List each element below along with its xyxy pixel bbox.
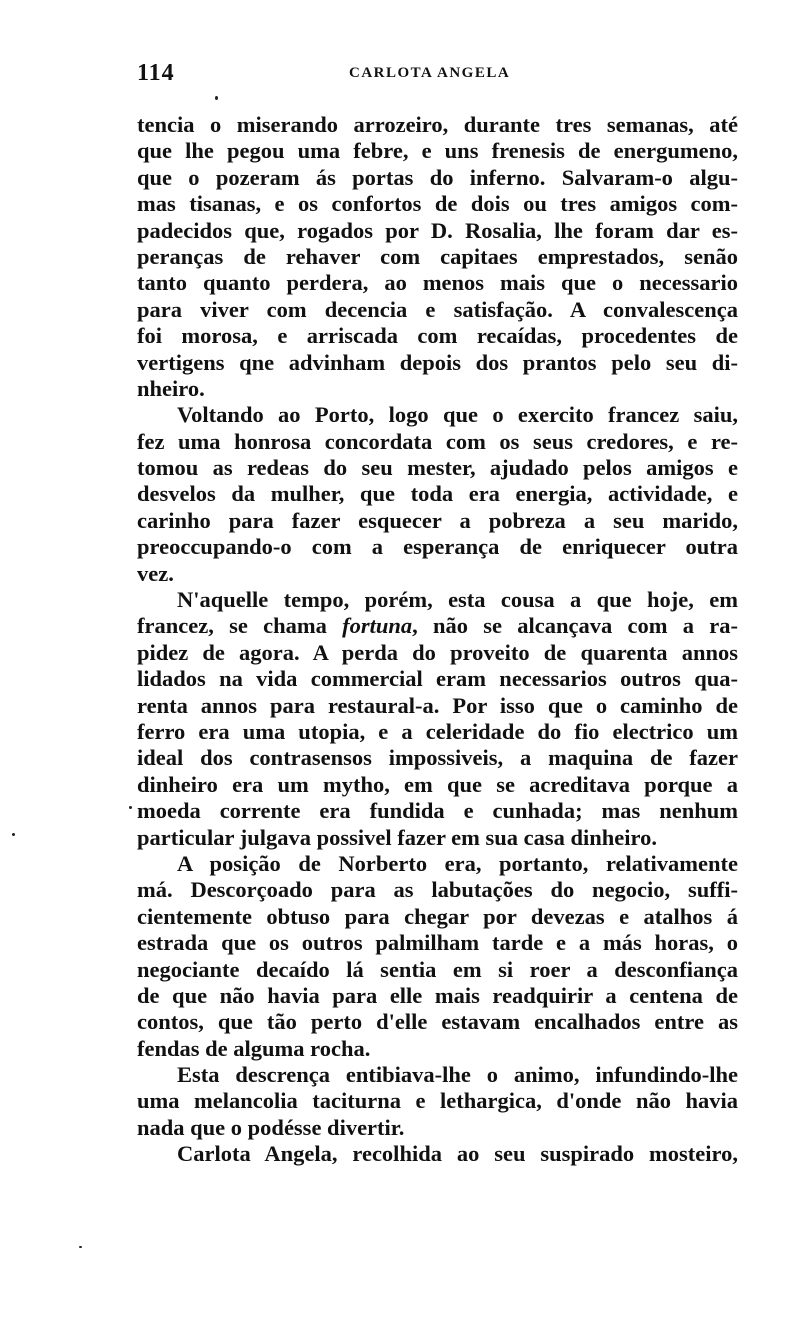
text-line: renta annos para restaural-a. Por isso que o caminho de [137, 692, 738, 718]
body-text [137, 112, 738, 1168]
text-line: ferro era uma utopia, e a celeridade do fio electrico um [137, 718, 738, 744]
text-line: particular julgava possivel fazer em sua casa dinheiro. [137, 824, 657, 850]
text-line: francez, se chama fortuna, não se alcançava com a ra- [137, 613, 738, 639]
print-speck [79, 1246, 82, 1248]
text-line: vez. [137, 560, 174, 586]
text-line: pidez de agora. A perda do proveito de quarenta annos [137, 639, 738, 665]
text-line: má. Descorçoado para as labutações do negocio, suffi- [137, 877, 738, 903]
text-line: tomou as redeas do seu mester, ajudado pelos amigos e [137, 455, 738, 481]
italic-word: fortuna [342, 613, 413, 639]
text-line: que o pozeram ás portas do inferno. Salvaram-o algu- [137, 164, 738, 190]
text-line: A posição de Norberto era, portanto, relativamente [177, 850, 738, 876]
text-line: Esta descrença entibiava-lhe o animo, infundindo-lhe [177, 1062, 738, 1088]
text-line: padecidos que, rogados por D. Rosalia, lhe foram dar es- [137, 217, 738, 243]
text-line: carinho para fazer esquecer a pobreza a seu marido, [137, 507, 738, 533]
text-line: negociante decaído lá sentia em si roer a desconfiança [137, 956, 738, 982]
text-line: para viver com decencia e satisfação. A convalescença [137, 296, 738, 322]
text-line: Voltando ao Porto, logo que o exercito francez saiu, [177, 402, 738, 428]
text-line: preoccupando-o com a esperança de enriquecer outra [137, 534, 738, 560]
text-line: tanto quanto perdera, ao menos mais que o necessario [137, 270, 738, 296]
text-line: nheiro. [137, 375, 205, 401]
text-line: estrada que os outros palmilham tarde e a más horas, o [137, 930, 738, 956]
text-line: foi morosa, e arriscada com recaídas, procedentes de [137, 323, 738, 349]
page-number: 114 [137, 60, 175, 86]
running-title: CARLOTA ANGELA [349, 65, 511, 81]
text-line: N'aquelle tempo, porém, esta cousa a que hoje, em [177, 587, 738, 613]
text-line: cientemente obtuso para chegar por devezas e atalhos á [137, 903, 738, 929]
text-line: dinheiro era um mytho, em que se acreditava porque a [137, 771, 738, 797]
print-speck [215, 96, 218, 100]
text-line: uma melancolia taciturna e lethargica, d'onde não havia [137, 1088, 738, 1114]
text-line: fez uma honrosa concordata com os seus credores, e re- [137, 428, 738, 454]
text-line: Carlota Angela, recolhida ao seu suspirado mosteiro, [177, 1141, 738, 1167]
text-line: contos, que tão perto d'elle estavam encalhados entre as [137, 1009, 738, 1035]
text-line: desvelos da mulher, que toda era energia, actividade, e [137, 481, 738, 507]
page-header [137, 60, 737, 90]
text-line: tencia o miserando arrozeiro, durante tres semanas, até [137, 112, 738, 137]
text-line: fendas de alguma rocha. [137, 1035, 371, 1061]
text-line: ideal dos contrasensos impossiveis, a maquina de fazer [137, 745, 738, 771]
print-speck [129, 806, 132, 809]
text-line: moeda corrente era fundida e cunhada; mas nenhum [137, 798, 738, 824]
text-line: nada que o podésse divertir. [137, 1114, 405, 1140]
text-line: lidados na vida commercial eram necessarios outros qua- [137, 666, 738, 692]
print-speck [12, 833, 15, 836]
text-line: vertigens qne advinham depois dos prantos pelo seu di- [137, 349, 738, 375]
text-line: mas tisanas, e os confortos de dois ou tres amigos com- [137, 191, 738, 217]
text-line: de que não havia para elle mais readquirir a centena de [137, 982, 738, 1008]
text-line: peranças de rehaver com capitaes emprestados, senão [137, 243, 738, 269]
text-line: que lhe pegou uma febre, e uns frenesis de energumeno, [137, 138, 738, 164]
